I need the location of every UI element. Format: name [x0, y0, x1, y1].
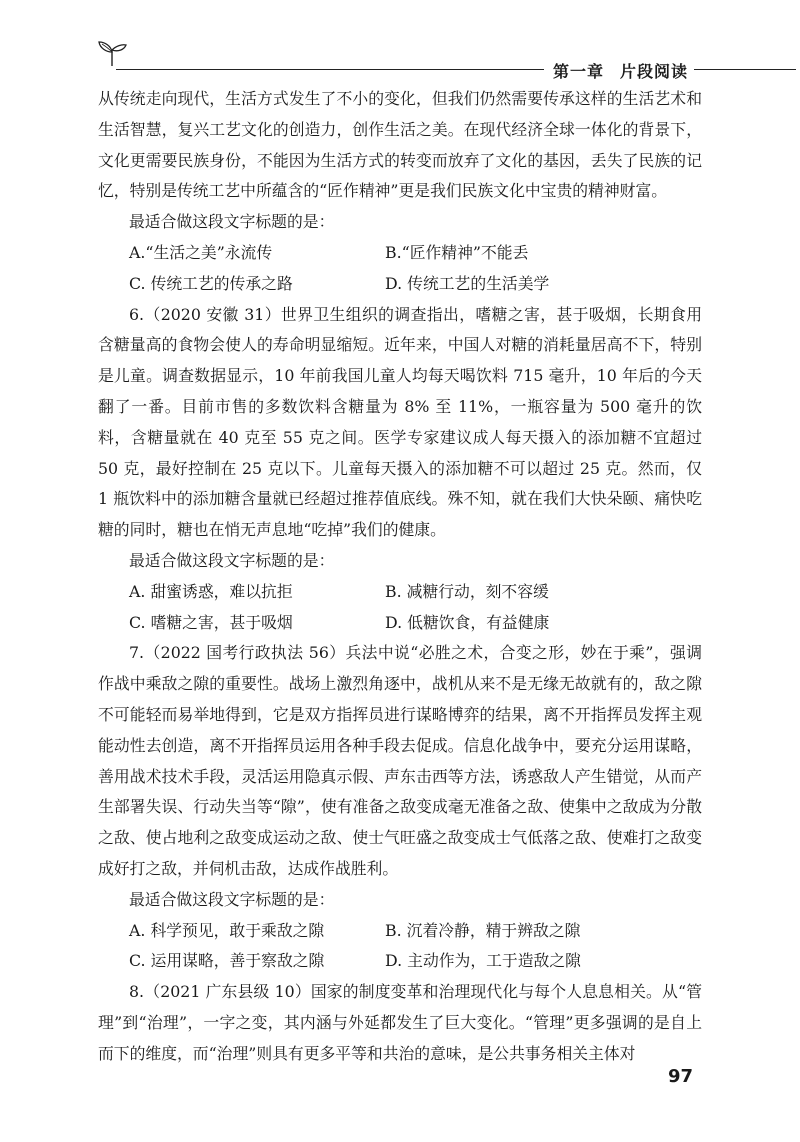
- header-section-title: 片段阅读: [620, 62, 689, 81]
- option-a: A. 甜蜜诱惑，难以抗拒: [129, 581, 293, 601]
- question-5-options: [98, 238, 702, 300]
- question-6-stem: 最适合做这段文字标题的是：: [129, 550, 335, 570]
- option-c: C. 运用谋略，善于察敌之隙: [129, 951, 325, 971]
- page-header: [96, 38, 796, 81]
- option-d: D. 传统工艺的生活美学: [385, 273, 550, 293]
- option-d: D. 低糖饮食，有益健康: [385, 612, 550, 632]
- option-b: B.“匠作精神”不能丢: [385, 242, 529, 262]
- option-d: D. 主动作为，工于造敌之隙: [385, 951, 581, 971]
- option-b: B. 减糖行动，刻不容缓: [385, 581, 549, 601]
- question-5-stem: 最适合做这段文字标题的是：: [129, 212, 335, 232]
- option-b: B. 沉着冷静，精于辨敌之隙: [385, 920, 581, 940]
- page-number: 97: [668, 1066, 694, 1087]
- question-8-passage: 8.（2021 广东县级 10）国家的制度变革和治理现代化与每个人息息相关。从“管理”到“治理”，一字之变，其内涵与外延都发生了巨大变化。“管理”更多强调的是自上而下的维度，而“治理”则具有更多平等和共治的意味，是公共事务相关主体对: [98, 982, 702, 1063]
- question-7-stem: 最适合做这段文字标题的是：: [129, 889, 335, 909]
- header-rule-right: [694, 69, 796, 70]
- question-6-passage: 6.（2020 安徽 31）世界卫生组织的调查指出，嗜糖之害，甚于吸烟，长期食用含糖量高的食物会使人的寿命明显缩短。近年来，中国人对糖的消耗量居高不下，特别是儿童。调查数据显示，10 年前我国儿童人均每天喝饮料 715 毫升，10 年后的今天翻了一番。目前市售的多数饮料含糖量为 8% 至 11%，一瓶容量为 500 毫升的饮料，含糖量就在 40 克至 55 克之间。医学专家建议成人每天摄入的添加糖不宜超过 50 克，最好控制在 25 克以下。儿童每天摄入的添加糖不可以超过 25 克。然而，仅 1 瓶饮料中的添加糖含量就已经超过推荐值底线。殊不知，就在我们大快朵颐、痛快吃糖的同时，糖也在悄无声息地“吃掉”我们的健康。: [98, 304, 702, 540]
- question-7-options: [98, 916, 702, 978]
- option-a: A. 科学预见，敢于乘敌之隙: [129, 920, 325, 940]
- sprout-icon: [96, 38, 128, 68]
- option-a: A.“生活之美”永流传: [129, 242, 273, 262]
- question-6-options: [98, 577, 702, 639]
- option-c: C. 嗜糖之害，甚于吸烟: [129, 612, 293, 632]
- header-rule-left: [116, 69, 544, 70]
- passage-5-continuation: 从传统走向现代，生活方式发生了不小的变化，但我们仍然需要传承这样的生活艺术和生活智慧，复兴工艺文化的创造力，创作生活之美。在现代经济全球一体化的背景下，文化更需要民族身份，不能因为生活方式的转变而放弃了文化的基因，丢失了民族的记忆，特别是传统工艺中所蕴含的“匠作精神”更是我们民族文化中宝贵的精神财富。: [98, 89, 702, 201]
- question-7-passage: 7.（2022 国考行政执法 56）兵法中说“必胜之术，合变之形，妙在于乘”，强调作战中乘敌之隙的重要性。战场上激烈角逐中，战机从来不是无缘无故就有的，敌之隙不可能轻而易举地得到，它是双方指挥员进行谋略博弈的结果，离不开指挥员发挥主观能动性去创造，离不开指挥员运用各种手段去促成。信息化战争中，要充分运用谋略，善用战术技术手段，灵活运用隐真示假、声东击西等方法，诱惑敌人产生错觉，从而产生部署失误、行动失当等“隙”，使有准备之敌变成毫无准备之敌、使集中之敌成为分散之敌、使占地利之敌变成运动之敌、使士气旺盛之敌变成士气低落之敌、使难打之敌变成好打之敌，并伺机击敌，达成作战胜利。: [98, 643, 702, 878]
- header-chapter: 第一章: [553, 62, 605, 81]
- option-c: C. 传统工艺的传承之路: [129, 273, 293, 293]
- page-content: [98, 84, 702, 1070]
